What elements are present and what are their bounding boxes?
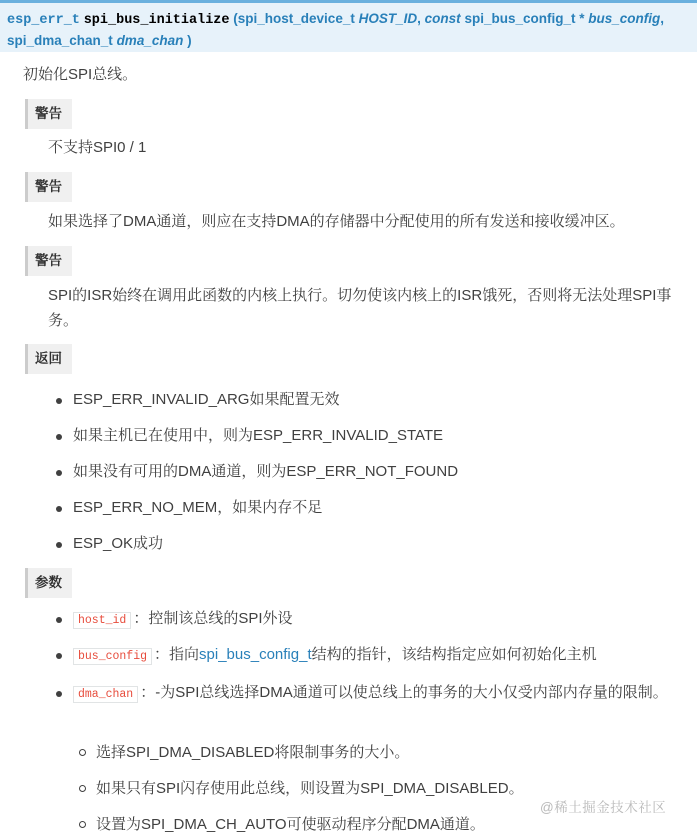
warning-text-3: SPI的ISR始终在调用此函数的内核上执行。切勿使该内核上的ISR饿死，否则将无法处理SPI事务。 <box>48 287 672 329</box>
separator: , <box>417 11 421 26</box>
param2-qualifier: const <box>424 11 461 26</box>
circle-bullet-icon <box>79 785 86 792</box>
bullet-icon <box>56 617 62 623</box>
return-item: ESP_OK成功 <box>56 531 686 556</box>
params-label: 参数 <box>25 568 72 598</box>
param-code-bus-config: bus_config <box>73 648 152 665</box>
param-description: ：控制该总线的SPI外设 <box>133 610 293 627</box>
return-item: ESP_ERR_INVALID_ARG如果配置无效 <box>56 387 686 412</box>
sub-list-item: 如果只有SPI闪存使用此总线，则设置为SPI_DMA_DISABLED。 <box>79 776 689 801</box>
param-description: ：-为SPI总线选择DMA通道可以使总线上的事务的大小仅受内部内存量的限制。 <box>140 684 668 701</box>
spi-bus-config-t-link[interactable]: spi_bus_config_t <box>199 646 312 663</box>
close-paren: ) <box>187 33 192 48</box>
param2-name: bus_config <box>588 11 661 26</box>
sub-list-item: 选择SPI_DMA_DISABLED将限制事务的大小。 <box>79 740 689 765</box>
warning-label-1: 警告 <box>25 99 72 129</box>
param3-name: dma_chan <box>116 33 184 48</box>
warning-label-2: 警告 <box>25 172 72 202</box>
bullet-icon <box>56 653 62 659</box>
param-item <box>56 642 686 669</box>
param-description-before: ：指向 <box>154 646 200 663</box>
param2-type[interactable]: spi_bus_config_t <box>464 11 576 26</box>
separator: , <box>660 11 665 26</box>
warning-text-1: 不支持SPI0 / 1 <box>48 139 147 156</box>
param2-pointer: * <box>579 11 585 26</box>
open-paren: ( <box>233 11 238 26</box>
warning-label-3: 警告 <box>25 246 72 276</box>
bullet-icon <box>56 506 62 512</box>
bullet-icon <box>56 470 62 476</box>
circle-bullet-icon <box>79 749 86 756</box>
param1-type[interactable]: spi_host_device_t <box>237 11 355 26</box>
bullet-icon <box>56 691 62 697</box>
param1-name: HOST_ID <box>358 11 418 26</box>
return-type[interactable]: esp_err_t <box>7 13 80 28</box>
returns-label: 返回 <box>25 344 72 374</box>
function-name: spi_bus_initialize <box>83 13 230 28</box>
param-code-dma-chan: dma_chan <box>73 686 138 703</box>
function-signature <box>0 0 697 52</box>
bullet-icon <box>56 398 62 404</box>
sub-list-item: 设置为SPI_DMA_CH_AUTO可使驱动程序分配DMA通道。 <box>79 812 689 837</box>
bullet-icon <box>56 542 62 548</box>
return-item: 如果没有可用的DMA通道，则为ESP_ERR_NOT_FOUND <box>56 459 686 484</box>
warning-text-2: 如果选择了DMA通道，则应在支持DMA的存储器中分配使用的所有发送和接收缓冲区。 <box>48 213 625 230</box>
param-item <box>56 606 686 633</box>
function-description: 初始化SPI总线。 <box>23 66 138 83</box>
circle-bullet-icon <box>79 821 86 828</box>
bullet-icon <box>56 434 62 440</box>
param-description-after: 结构的指针，该结构指定应如何初始化主机 <box>311 646 597 663</box>
param3-type[interactable]: spi_dma_chan_t <box>7 33 113 48</box>
watermark: @稀土掘金技术社区 <box>540 800 667 815</box>
return-item: 如果主机已在使用中，则为ESP_ERR_INVALID_STATE <box>56 423 686 448</box>
return-item: ESP_ERR_NO_MEM，如果内存不足 <box>56 495 686 520</box>
param-code-host-id: host_id <box>73 612 131 629</box>
param-item <box>56 680 686 707</box>
